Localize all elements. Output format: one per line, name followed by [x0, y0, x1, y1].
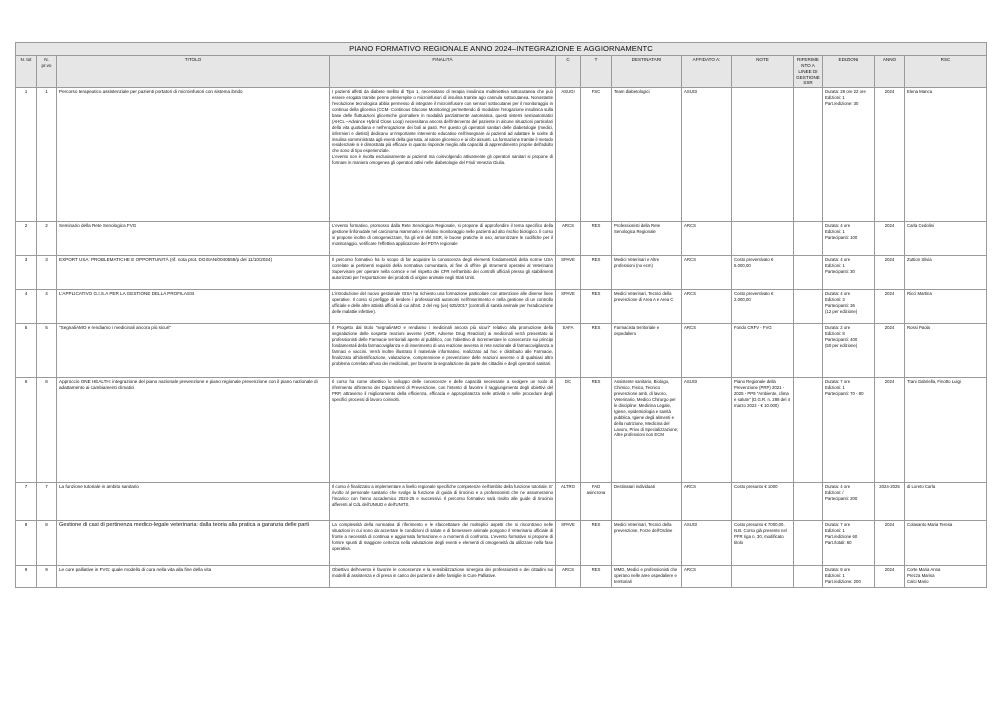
cell-affidato: ARCS: [682, 290, 732, 324]
cell-affidato: ARCS: [682, 324, 732, 378]
cell-rsc: di Loreto Carla: [905, 483, 987, 521]
cell-anno: 2024: [875, 256, 905, 290]
cell-edizioni: Durata: 4 ore Edizioni: / Partecipanti: 200: [823, 483, 875, 521]
cell-nprvo: 3: [37, 256, 57, 290]
cell-note: Piano Regionale della Prevenzione (PRP) 2021 - 2025 - PP9 "Ambiente, clima e salute" (D.G.R. n. 288 del 4 marzo 2022 - € 10.000): [732, 378, 794, 483]
cell-destinatari: Team diabetologici: [612, 88, 682, 222]
cell-nprvo: 8: [37, 521, 57, 566]
cell-rsc: Carla Cedolini: [905, 222, 987, 256]
cell-riferimento: [794, 256, 823, 290]
cell-edizioni: Durata: 7 ore Edizioni: 1 Part./edizione 60 Part./totali: 60: [823, 521, 875, 566]
cell-note: Costo preventivato € 2.000,00: [732, 290, 794, 324]
col-header-anno: ANNO: [875, 56, 905, 88]
table-row: [16, 324, 987, 378]
cell-affidato: ARCS: [682, 566, 732, 588]
cell-destinatari: Destinatari individuati: [612, 483, 682, 521]
cell-nprvo: 2: [37, 222, 57, 256]
cell-nprvo: 4: [37, 290, 57, 324]
table-row: [16, 521, 987, 566]
cell-ntot: 6: [16, 378, 37, 483]
cell-nprvo: 7: [37, 483, 57, 521]
cell-titolo: La funzione tutoriale in ambito sanitario: [57, 483, 330, 521]
cell-affidato: ASUGI: [682, 521, 732, 566]
cell-destinatari: Medici Veterinari e Altre professioni (no ecm): [612, 256, 682, 290]
cell-ntot: 3: [16, 256, 37, 290]
cell-edizioni: Durata: 4 ore Edizioni: 3 Partecipanti: 36 (12 per edizione): [823, 290, 875, 324]
cell-t: RES: [581, 378, 612, 483]
cell-titolo: Gestione di casi di pertinenza medico-legale veterinaria: dalla teoria alla pratica a garanzia delle parti: [57, 521, 330, 566]
col-header-ntot: N. tot: [16, 56, 37, 88]
cell-note: Fondo CRFV - FVG: [732, 324, 794, 378]
table-row: [16, 222, 987, 256]
cell-rsc: Corte Maria Anna Prezza Marisa Calci Mario: [905, 566, 987, 588]
cell-c: DC: [556, 378, 581, 483]
cell-t: RES: [581, 521, 612, 566]
cell-finalita: Obiettivo dell'evento è favorire le conoscenze e la sensibilizzazione sinergica dei professionisti e dei cittadini sui modelli di assistenza e di presa in carico dei pazienti e delle famiglie in Cure Palliative.: [330, 566, 556, 588]
cell-riferimento: [794, 521, 823, 566]
cell-nprvo: 1: [37, 88, 57, 222]
table-row: [16, 378, 987, 483]
cell-nprvo: 5: [37, 324, 57, 378]
cell-note: Costo presunto € 7000,00. N.B. Corso già presente nel PFR riga n. 30, modificato titolo: [732, 521, 794, 566]
cell-c: ARCS: [556, 222, 581, 256]
cell-destinatari: Assistente sanitario, Biologo, Chimico, Fisico, Tecnico prevenzione amb. di lavoro, Veterinario, Medico Chirurgo per le discipline: Medicina Legale, Igiene, epidemiologia e sanità pubblica, Igiene degli alimenti e della nutrizione, Medicina del Lavoro, Privo di Specializzazione; Altre professioni non ECM: [612, 378, 682, 483]
cell-finalita: L'evento formativo, promosso dalla Rete Senologica Regionale, si propone di approfondire il tema specifico della gestione linfonodale nel carcinoma mammario e relativo monitoraggio nelle pazienti ad alto rischio biologico. Il corso si propone inoltre di omogeneizzare, fra gli enti del SSR, le buone pratiche in uso, armonizzare le codifiche per il monitoraggio, verificare l'effettiva applicazione del PDTA regionale: [330, 222, 556, 256]
cell-edizioni: Durata: 2 ore Edizioni: 8 Partecipanti: 400 (50 per edizione): [823, 324, 875, 378]
table-row: [16, 290, 987, 324]
col-header-edizioni: EDIZIONI: [823, 56, 875, 88]
cell-t: RES: [581, 324, 612, 378]
table-row: [16, 88, 987, 222]
cell-anno: 2024: [875, 521, 905, 566]
cell-riferimento: [794, 483, 823, 521]
cell-edizioni: Durata: 28 ore 22 ore Edizioni: 1 Part./edizione: 30: [823, 88, 875, 222]
cell-finalita: Il corso ha come obiettivo lo sviluppo delle conoscenze e delle capacità necessarie a svolgere un ruolo di riferimento all'interno dei Dipartimenti di Prevenzione, con l'intento di favorire il raggiungimento degli obiettivi del PRP, attraverso il miglioramento della efficienza, efficacia e appropriatezza nelle attività e nelle procedure degli specifici processi di lavoro coinvolti.: [330, 378, 556, 483]
col-header-rsc: RSC: [905, 56, 987, 88]
cell-destinatari: Medici Veterinari, Tecnici della prevenzione, Forze dell'Ordine: [612, 521, 682, 566]
cell-edizioni: Durata: 4 ore Edizioni: 1 Partecipanti: 30: [823, 256, 875, 290]
cell-finalita: Il Progetto dal titolo "segnaliAMO e rendiamo i medicinali ancora più sicuri" relativo alla promozione della segnalazione delle sospette reazioni avverse (ADR, Adverse Drug Reaction) ai medicinali verrà presentato ai professionisti delle Farmacie territoriali aperte al pubblico, con l'obiettivo di incrementare le conoscenze sui principi fondamentali della farmacovigilanza e di inserimento di una reazione avversa in rete nazionale di farmacovigilanza a farmaci e vaccini. Verrà inoltre illustrato il materiale informativo, realizzato ad hoc e distribuito alle Farmacie, finalizzato all'identificazione, valutazione, comprensione e prevenzione delle reazioni avverse o di qualsiasi altro problema correlato all'uso dei medicinali, per favorire la segnalazione da parte dei cittadini e degli operatori sanitari.: [330, 324, 556, 378]
cell-t: RES: [581, 256, 612, 290]
cell-note: [732, 566, 794, 588]
col-header-nprvo: N. pr.vo: [37, 56, 57, 88]
cell-edizioni: Durata: 7 ore Edizioni: 1 Partecipanti: 70 - 80: [823, 378, 875, 483]
cell-titolo: "SegnaliAMO e rendiamo i medicinali ancora più sicuri": [57, 324, 330, 378]
col-header-affidato: AFFIDATO A:: [682, 56, 732, 88]
cell-ntot: 1: [16, 88, 37, 222]
cell-c: ARCS: [556, 566, 581, 588]
cell-riferimento: [794, 324, 823, 378]
col-header-titolo: TITOLO: [57, 56, 330, 88]
cell-finalita: L'introduzione del nuovo gestionale GISA ha richiesto una formazione particolare con attenzione alle diverse linee operative. Il corso si prefigge di rendere i professionisti autonomi nell'inserimento e nella gestione di un controllo ufficiale e delle altre attività ufficiali di cui all'art. 2 del reg (ue) 625/2017 (controlli di sanità animale per l'eradicazione delle malattie infettive).: [330, 290, 556, 324]
cell-finalita: Il corso è finalizzato a implementare a livello regionale specifiche competenze nell'ambito della funzione tutoriale. E' rivolto al personale sanitario che svolge la funzione di guida di tirocinio e a professionisti che ne assumeranno l'incarico con l'anno accademico 2024-25 e successivi. Il percorso formativo sarà rivolto alle guide di tirocinio afferenti al CdL dell'UNIUD e dell'UNITS.: [330, 483, 556, 521]
cell-riferimento: [794, 88, 823, 222]
cell-titolo: Le cure palliative in FVG: quale modello di cura nella vita alla fine della vita: [57, 566, 330, 588]
cell-c: ASUGI: [556, 88, 581, 222]
cell-edizioni: Durata: 8 ore Edizioni: 1 Part./edizione: 200: [823, 566, 875, 588]
cell-anno: 2024: [875, 378, 905, 483]
cell-note: Costo preventivato € 5.000,00: [732, 256, 794, 290]
table-row: [16, 256, 987, 290]
cell-rsc: Rossi Paola: [905, 324, 987, 378]
cell-riferimento: [794, 222, 823, 256]
cell-titolo: L'APPLICATIVO G.I.S.A PER LA GESTIONE DELLA PROFILASSI: [57, 290, 330, 324]
col-header-note: NOTE: [732, 56, 794, 88]
cell-destinatari: Professionisti della Rete Senologica Regionale: [612, 222, 682, 256]
cell-anno: 2024: [875, 290, 905, 324]
cell-c: ALTRO: [556, 483, 581, 521]
col-header-finalita: FINALITÀ: [330, 56, 556, 88]
cell-ntot: 5: [16, 324, 37, 378]
cell-t: RES: [581, 290, 612, 324]
cell-note: Costo presunto € 1000: [732, 483, 794, 521]
cell-ntot: 2: [16, 222, 37, 256]
cell-affidato: ARCS: [682, 256, 732, 290]
cell-t: RES: [581, 222, 612, 256]
cell-anno: 2024: [875, 88, 905, 222]
cell-rsc: Zuttion Silvia: [905, 256, 987, 290]
cell-rsc: Elena Manca: [905, 88, 987, 222]
cell-affidato: ASUGI: [682, 88, 732, 222]
col-header-c: C: [556, 56, 581, 88]
cell-nprvo: 9: [37, 566, 57, 588]
cell-titolo: EXPORT USA: PROBLEMATICHE E OPPORTUNITÀ (rif. nota prot. DGISAN/0040559/p del 11/10/2024): [57, 256, 330, 290]
document-title: PIANO FORMATIVO REGIONALE ANNO 2024–INTEGRAZIONE E AGGIORNAMENTC: [16, 43, 987, 56]
cell-anno: 2024: [875, 324, 905, 378]
cell-titolo: Percorso terapeutico assistenziale per pazienti portatori di microinfusori con sistema ibrido: [57, 88, 330, 222]
cell-t: FSC: [581, 88, 612, 222]
cell-ntot: 8: [16, 521, 37, 566]
table-body: [16, 88, 987, 588]
cell-titolo: Approccio ONE HEALTH: integrazione del piano nazionale prevenzione e piano regionale prevenzione con il piano nazionale di adattamento ai cambiamenti climatici: [57, 378, 330, 483]
cell-destinatari: Medici Veterinari, Tecnici della prevenzione di Area A e Area C: [612, 290, 682, 324]
cell-rsc: Colasanto Maria Teresa: [905, 521, 987, 566]
col-header-t: T: [581, 56, 612, 88]
cell-edizioni: Durata: 4 ore Edizioni: 1 Partecipanti: 100: [823, 222, 875, 256]
cell-c: SAFA: [556, 324, 581, 378]
cell-ntot: 9: [16, 566, 37, 588]
table-row: [16, 566, 987, 588]
cell-note: [732, 88, 794, 222]
cell-t: RES: [581, 566, 612, 588]
cell-ntot: 7: [16, 483, 37, 521]
cell-rsc: Trani Gabriella, Finotto Luigi: [905, 378, 987, 483]
cell-riferimento: [794, 290, 823, 324]
cell-finalita: Il percorso formativo ha lo scopo di far acquisire la conoscenza degli elementi fondamentali della norme USA correlate ai pertinenti requisiti della normativa comunitaria, al fine di offrire gli strumenti operativi al Veterinario Supervisore per operare nella cornice e nel rispetto dei CFR nell'ambito dei controlli ufficiali presso gli stabilimenti autorizzati per l'esportazione dei prodotti di origine animale negli Stati Uniti.: [330, 256, 556, 290]
cell-affidato: ARCS: [682, 483, 732, 521]
training-plan-table: [15, 42, 987, 588]
cell-note: [732, 222, 794, 256]
cell-riferimento: [794, 378, 823, 483]
col-header-riferimento: RIFERIMENTO A LINEE DI GESTIONE SSR: [794, 56, 823, 88]
cell-c: SPAVE: [556, 521, 581, 566]
cell-affidato: ASUGI: [682, 378, 732, 483]
cell-finalita: La complessità della normativa di riferimento e le sfaccettature dei molteplici aspetti che si riscontrano nelle situazioni in cui sono da accertare le condizioni di salute e di benessere animale pongono il Veterinario ufficiale di fronte a necessità di continua e aggiornata formazione e a momenti di confronto. L'evento formativo si propone di fornire spunti di maggiore certezza nella valutazione degli eventi e elementi di omogeneità da utilizzare nella fase operativa.: [330, 521, 556, 566]
table-row: [16, 483, 987, 521]
cell-c: SPAVE: [556, 256, 581, 290]
cell-c: SPAVE: [556, 290, 581, 324]
cell-finalita: I pazienti affetti da diabete mellito di Tipo 1, necessitano di terapia insulinica multiniettiva sottocutanea che può essere erogata tramite penne preriempite o microinfusori di insulina tramite ago cannula sottocutanea. Nonostante l'evoluzione tecnologica abbia permesso di integrare il microinfusore con sensori sottocutanei per il monitoraggio in continuo della glicemia (CCM- Continous Glucose Monitoring) permettendo di modulare l'erogazione insulinica sulla base delle fluttuazioni glicemiche giornaliere in modalità parzialmente automatica, questi sistemi semiautomatici (AHCL –Advance Hybrid Close Loop) necessitano ancora dell'intervento del paziente in alcune situazioni particolari della vita quotidiana e nell'erogazione dei boli ai pasti. Per questo gli operatori sanitari delle diabetologie (medici, infermieri e dietisti) dedicano un'importante intervento educativo nell'insegnare ai pazienti ad adattare le scelte di insulina somministrata agli eventi della giornata, al valore glicemico e ai cibi assunti. La formazione tramite il metodo residenziale si è dimostrata più efficace in quanto risponde meglio alla capacità di apprendimento proprie dell'adulto che sono di tipo esperienziale. L'evento non è rivolta esclusivamente ai pazienti ma coinvolgendo attivamente gli operatori sanitari si propone di formare in maniera omogenea gli operatori attivi nelle diabetologie del Friuli Venezia Giulia.: [330, 88, 556, 222]
cell-t: FAD asincrona: [581, 483, 612, 521]
cell-anno: 2024: [875, 222, 905, 256]
cell-ntot: 4: [16, 290, 37, 324]
cell-destinatari: Farmacista territoriale e ospedaliero: [612, 324, 682, 378]
cell-destinatari: MMG, Medici e professionisti che operano nelle aree ospedaliere e territoriali: [612, 566, 682, 588]
cell-anno: 2024-2025: [875, 483, 905, 521]
cell-anno: 2024: [875, 566, 905, 588]
cell-affidato: ARCS: [682, 222, 732, 256]
col-header-destinatari: DESTINATARI: [612, 56, 682, 88]
cell-titolo: Seminario della Rete Senologica FVG: [57, 222, 330, 256]
cell-rsc: Ricci Martina: [905, 290, 987, 324]
cell-riferimento: [794, 566, 823, 588]
cell-nprvo: 6: [37, 378, 57, 483]
